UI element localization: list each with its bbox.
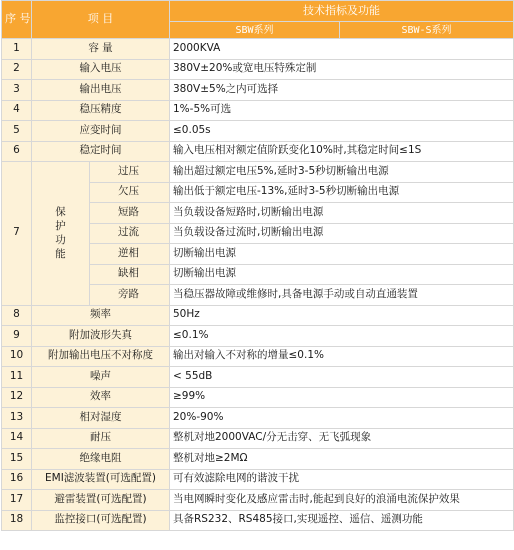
row-item: 效率 bbox=[32, 387, 170, 408]
protection-item-name: 欠压 bbox=[90, 182, 170, 203]
row-number: 8 bbox=[2, 305, 32, 326]
row-number: 13 bbox=[2, 408, 32, 429]
protection-item-value: 输出超过额定电压5%,延时3-5秒切断输出电源 bbox=[170, 162, 514, 183]
header-row bbox=[2, 1, 514, 22]
row-value: 当电网瞬时变化及感应雷击时,能起到良好的浪涌电流保护效果 bbox=[170, 490, 514, 511]
row-value: 380V±5%之内可选择 bbox=[170, 80, 514, 101]
row-number: 18 bbox=[2, 510, 32, 531]
header-model-b: SBW-S系列 bbox=[340, 22, 514, 39]
table-row bbox=[2, 80, 514, 101]
row-value: 2000KVA bbox=[170, 39, 514, 60]
row-value: 可有效滤除电网的谐波干扰 bbox=[170, 469, 514, 490]
row-value: 380V±20%或宽电压特殊定制 bbox=[170, 59, 514, 80]
row-number: 4 bbox=[2, 100, 32, 121]
row-number: 10 bbox=[2, 346, 32, 367]
table-row bbox=[2, 428, 514, 449]
table-row bbox=[2, 121, 514, 142]
table-row bbox=[2, 141, 514, 162]
protection-item-value: 当稳压器故障或维修时,具备电源手动或自动直通装置 bbox=[170, 285, 514, 306]
row-number: 1 bbox=[2, 39, 32, 60]
table-row bbox=[2, 305, 514, 326]
row-item: 输入电压 bbox=[32, 59, 170, 80]
protection-item-value: 切断输出电源 bbox=[170, 264, 514, 285]
row-value: ≥99% bbox=[170, 387, 514, 408]
protection-label-char: 护 bbox=[55, 220, 66, 233]
table-row bbox=[2, 490, 514, 511]
table-row bbox=[2, 510, 514, 531]
row-value: 整机对地≥2MΩ bbox=[170, 449, 514, 470]
row-number: 5 bbox=[2, 121, 32, 142]
table-row bbox=[2, 469, 514, 490]
table-row bbox=[2, 408, 514, 429]
protection-item-name: 旁路 bbox=[90, 285, 170, 306]
row-item: 稳定时间 bbox=[32, 141, 170, 162]
row-number: 15 bbox=[2, 449, 32, 470]
row-number: 12 bbox=[2, 387, 32, 408]
row-value: 50Hz bbox=[170, 305, 514, 326]
row-number: 16 bbox=[2, 469, 32, 490]
row-item: 噪声 bbox=[32, 367, 170, 388]
table-row bbox=[2, 449, 514, 470]
row-item: 相对湿度 bbox=[32, 408, 170, 429]
row-value: 20%-90% bbox=[170, 408, 514, 429]
row-number: 17 bbox=[2, 490, 32, 511]
row-value: ≤0.1% bbox=[170, 326, 514, 347]
row-item: 避雷装置(可选配置) bbox=[32, 490, 170, 511]
row-value: ≤0.05s bbox=[170, 121, 514, 142]
row-number: 3 bbox=[2, 80, 32, 101]
row-number: 7 bbox=[2, 162, 32, 306]
row-item: 频率 bbox=[32, 305, 170, 326]
row-item: 附加输出电压不对称度 bbox=[32, 346, 170, 367]
protection-item-name: 逆相 bbox=[90, 244, 170, 265]
row-number: 14 bbox=[2, 428, 32, 449]
row-item: EMI滤波装置(可选配置) bbox=[32, 469, 170, 490]
protection-item-value: 当负载设备短路时,切断输出电源 bbox=[170, 203, 514, 224]
row-item: 输出电压 bbox=[32, 80, 170, 101]
row-value: 1%-5%可选 bbox=[170, 100, 514, 121]
protection-item-name: 缺相 bbox=[90, 264, 170, 285]
row-item: 稳压精度 bbox=[32, 100, 170, 121]
row-item: 附加波形失真 bbox=[32, 326, 170, 347]
table-row bbox=[2, 326, 514, 347]
protection-label-char: 能 bbox=[55, 248, 66, 261]
table-row bbox=[2, 387, 514, 408]
row-number: 2 bbox=[2, 59, 32, 80]
protection-label-char: 功 bbox=[55, 234, 66, 247]
table-row bbox=[2, 100, 514, 121]
row-number: 9 bbox=[2, 326, 32, 347]
row-value: 整机对地2000VAC/分无击穿、无飞弧现象 bbox=[170, 428, 514, 449]
table-row bbox=[2, 346, 514, 367]
row-number: 11 bbox=[2, 367, 32, 388]
row-item: 监控接口(可选配置) bbox=[32, 510, 170, 531]
row-item: 绝缘电阻 bbox=[32, 449, 170, 470]
protection-item-value: 输出低于额定电压-13%,延时3-5秒切断输出电源 bbox=[170, 182, 514, 203]
row-value: 输入电压相对额定值阶跃变化10%时,其稳定时间≤1S bbox=[170, 141, 514, 162]
protection-label bbox=[32, 162, 90, 306]
table-row bbox=[2, 367, 514, 388]
protection-item-name: 短路 bbox=[90, 203, 170, 224]
header-spec: 技术指标及功能 bbox=[170, 1, 514, 22]
header-no: 序 号 bbox=[2, 1, 32, 39]
row-item: 容 量 bbox=[32, 39, 170, 60]
row-item: 耐压 bbox=[32, 428, 170, 449]
protection-item-value: 切断输出电源 bbox=[170, 244, 514, 265]
row-value: 具备RS232、RS485接口,实现遥控、遥信、遥测功能 bbox=[170, 510, 514, 531]
row-value: 输出对输入不对称的增量≤0.1% bbox=[170, 346, 514, 367]
table-row bbox=[2, 59, 514, 80]
header-model-a: SBW系列 bbox=[170, 22, 340, 39]
protection-item-name: 过流 bbox=[90, 223, 170, 244]
row-number: 6 bbox=[2, 141, 32, 162]
protection-label-char: 保 bbox=[55, 206, 66, 219]
row-item: 应变时间 bbox=[32, 121, 170, 142]
row-value: < 55dB bbox=[170, 367, 514, 388]
protection-item-value: 当负载设备过流时,切断输出电源 bbox=[170, 223, 514, 244]
protection-row bbox=[2, 162, 514, 183]
protection-item-name: 过压 bbox=[90, 162, 170, 183]
header-item: 项 目 bbox=[32, 1, 170, 39]
table-row bbox=[2, 39, 514, 60]
spec-table bbox=[1, 0, 514, 531]
